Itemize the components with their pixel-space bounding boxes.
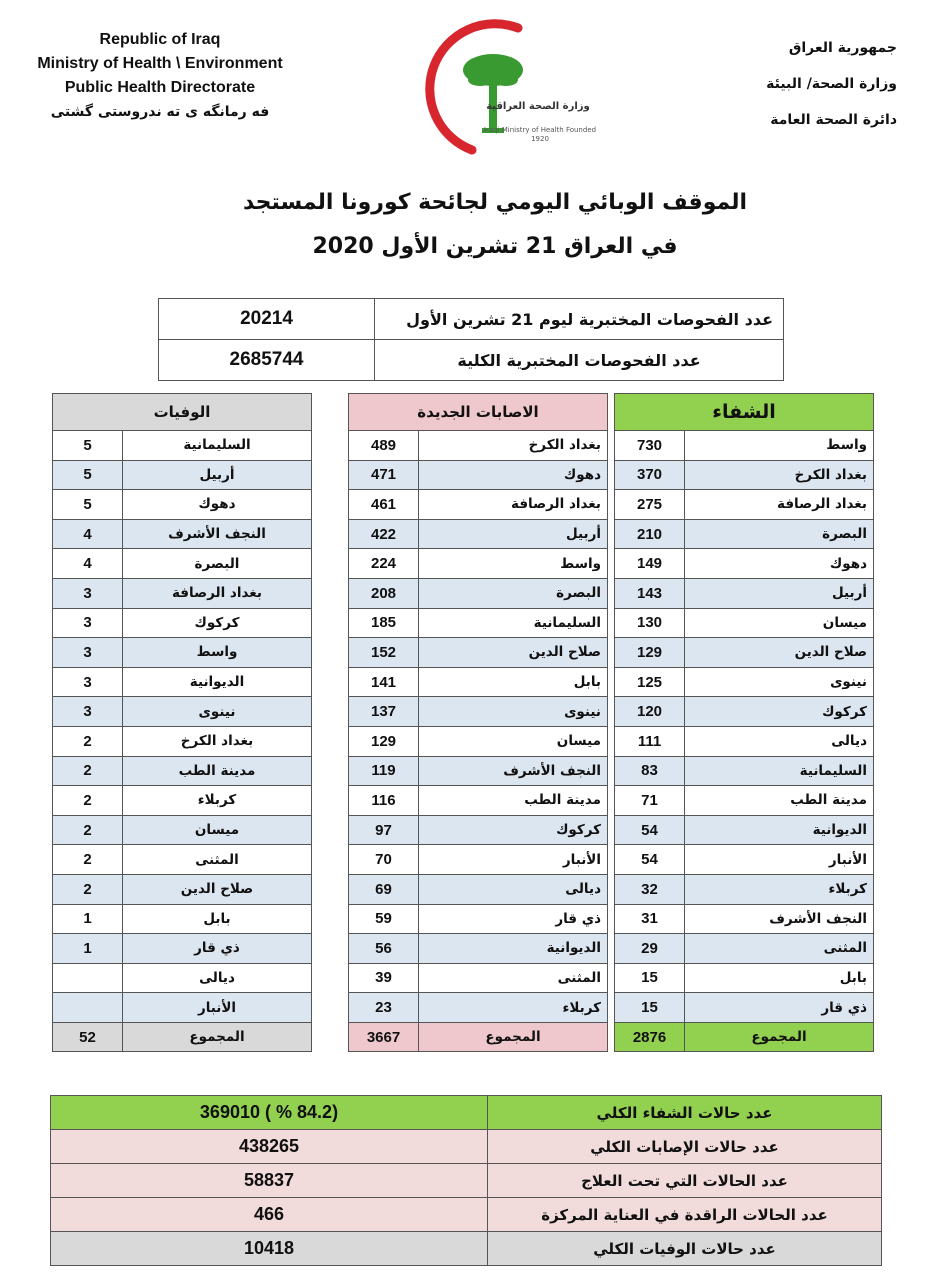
province-value: 15 [615, 993, 685, 1023]
recoveries-header: الشفاء [615, 394, 874, 431]
table-row [349, 726, 608, 756]
province-value: 3 [53, 697, 123, 727]
header-directorate-ku: فه رمانگه ى ته ندروستى گشتى [50, 104, 270, 120]
header-ministry-ar: وزارة الصحة/ البيئة [766, 76, 897, 92]
province-name: المثنى [123, 845, 312, 875]
province-name: السليمانية [419, 608, 608, 638]
province-name: ديالى [685, 726, 874, 756]
table-row [53, 874, 312, 904]
table-row [615, 845, 874, 875]
province-value: 5 [53, 460, 123, 490]
table-row [349, 549, 608, 579]
header-country-en: Republic of Iraq [99, 31, 221, 48]
tests-total-row [159, 340, 784, 381]
summary-value: 58837 [51, 1164, 488, 1198]
tests-table [158, 298, 784, 381]
province-value: 32 [615, 874, 685, 904]
province-name: البصرة [123, 549, 312, 579]
summary-row-icu [51, 1198, 882, 1232]
province-value: 489 [349, 431, 419, 461]
table-row [53, 963, 312, 993]
table-row [349, 993, 608, 1023]
province-name: ذي قار [419, 904, 608, 934]
table-row [53, 786, 312, 816]
province-value: 1 [53, 904, 123, 934]
province-value: 120 [615, 697, 685, 727]
province-value: 129 [349, 726, 419, 756]
province-name: ديالى [123, 963, 312, 993]
province-value: 2 [53, 786, 123, 816]
province-value: 3 [53, 667, 123, 697]
province-name: صلاح الدين [419, 638, 608, 668]
province-name: نينوى [123, 697, 312, 727]
table-row [615, 756, 874, 786]
province-value: 137 [349, 697, 419, 727]
tests-daily-row [159, 299, 784, 340]
province-value: 54 [615, 845, 685, 875]
province-name: المثنى [419, 963, 608, 993]
table-row [349, 578, 608, 608]
province-value [53, 963, 123, 993]
province-name: نينوى [685, 667, 874, 697]
province-name: ميسان [123, 815, 312, 845]
province-value: 2 [53, 815, 123, 845]
table-row [615, 431, 874, 461]
summary-label: عدد الحالات التي تحت العلاج [488, 1164, 882, 1198]
table-row [53, 460, 312, 490]
province-name: أربيل [685, 578, 874, 608]
table-row [349, 667, 608, 697]
province-value: 129 [615, 638, 685, 668]
table-row [53, 431, 312, 461]
total-value: 2876 [615, 1022, 685, 1052]
province-value: 730 [615, 431, 685, 461]
summary-label: عدد حالات الوفيات الكلي [488, 1232, 882, 1266]
table-row [53, 667, 312, 697]
table-row [615, 993, 874, 1023]
province-name: كربلاء [123, 786, 312, 816]
report-title: الموقف الوبائي اليومي لجائحة كورونا المستجد [242, 190, 748, 215]
province-name: النجف الأشرف [123, 519, 312, 549]
province-value: 208 [349, 578, 419, 608]
province-value: 39 [349, 963, 419, 993]
total-label: المجموع [123, 1022, 312, 1052]
table-row [53, 904, 312, 934]
table-row [349, 934, 608, 964]
header-country-ar: جمهورية العراق [788, 40, 897, 56]
total-value: 3667 [349, 1022, 419, 1052]
table-row [615, 638, 874, 668]
province-value: 29 [615, 934, 685, 964]
logo-title: وزارة الصحة العراقية [486, 101, 590, 112]
table-row [53, 490, 312, 520]
province-name: مدينة الطب [419, 786, 608, 816]
province-name: واسط [685, 431, 874, 461]
table-row [349, 874, 608, 904]
summary-row-under-treatment [51, 1164, 882, 1198]
province-value: 149 [615, 549, 685, 579]
table-row [615, 460, 874, 490]
province-value: 31 [615, 904, 685, 934]
table-row [349, 638, 608, 668]
table-row [349, 519, 608, 549]
province-value: 3 [53, 638, 123, 668]
province-name: بغداد الكرخ [123, 726, 312, 756]
header-directorate-ar: دائرة الصحة العامة [770, 112, 897, 128]
province-name: كربلاء [419, 993, 608, 1023]
table-row [53, 549, 312, 579]
province-name: بابل [123, 904, 312, 934]
province-name: بابل [685, 963, 874, 993]
province-value: 97 [349, 815, 419, 845]
province-name: مدينة الطب [685, 786, 874, 816]
table-row [53, 519, 312, 549]
table-row [615, 608, 874, 638]
summary-row-deaths [51, 1232, 882, 1266]
table-row [53, 845, 312, 875]
province-value: 471 [349, 460, 419, 490]
province-value: 71 [615, 786, 685, 816]
province-name: الديوانية [685, 815, 874, 845]
table-row [615, 815, 874, 845]
deaths-total-row [53, 1022, 312, 1052]
province-name: بغداد الكرخ [685, 460, 874, 490]
table-row [53, 993, 312, 1023]
total-value: 52 [53, 1022, 123, 1052]
province-name: الأنبار [123, 993, 312, 1023]
summary-label: عدد حالات الشفاء الكلي [488, 1096, 882, 1130]
table-row [53, 697, 312, 727]
table-row [615, 874, 874, 904]
tests-daily-label: عدد الفحوصات المختبرية ليوم 21 تشرين الأول [375, 299, 784, 340]
summary-label: عدد الحالات الراقدة في العناية المركزة [488, 1198, 882, 1232]
tests-total-label: عدد الفحوصات المختبرية الكلية [375, 340, 784, 381]
table-row [349, 460, 608, 490]
deaths-table [52, 393, 312, 1052]
table-row [615, 578, 874, 608]
summary-value: 466 [51, 1198, 488, 1232]
province-value: 422 [349, 519, 419, 549]
province-name: ذي قار [123, 934, 312, 964]
table-row [53, 815, 312, 845]
province-name: السليمانية [123, 431, 312, 461]
province-name: الأنبار [419, 845, 608, 875]
province-value: 185 [349, 608, 419, 638]
table-row [615, 519, 874, 549]
province-name: ديالى [419, 874, 608, 904]
province-value: 56 [349, 934, 419, 964]
province-name: كربلاء [685, 874, 874, 904]
province-value: 59 [349, 904, 419, 934]
table-row [349, 786, 608, 816]
province-name: السليمانية [685, 756, 874, 786]
province-value: 111 [615, 726, 685, 756]
table-row [615, 726, 874, 756]
table-row [615, 667, 874, 697]
recoveries-table [614, 393, 874, 1052]
province-value: 370 [615, 460, 685, 490]
table-row [349, 608, 608, 638]
province-name: صلاح الدين [123, 874, 312, 904]
new-cases-table [348, 393, 608, 1052]
province-value: 275 [615, 490, 685, 520]
province-name: كركوك [419, 815, 608, 845]
province-value: 70 [349, 845, 419, 875]
province-value: 5 [53, 490, 123, 520]
province-value: 1 [53, 934, 123, 964]
province-name: دهوك [123, 490, 312, 520]
province-value: 152 [349, 638, 419, 668]
summary-value: (84.2 % ) 369010 [51, 1096, 488, 1130]
province-name: ذي قار [685, 993, 874, 1023]
province-name: واسط [419, 549, 608, 579]
table-row [53, 726, 312, 756]
province-name: النجف الأشرف [419, 756, 608, 786]
province-value: 2 [53, 756, 123, 786]
province-value: 2 [53, 726, 123, 756]
province-value: 143 [615, 578, 685, 608]
province-name: بابل [419, 667, 608, 697]
province-value: 83 [615, 756, 685, 786]
table-row [349, 431, 608, 461]
table-row [615, 904, 874, 934]
province-name: النجف الأشرف [685, 904, 874, 934]
province-value: 4 [53, 549, 123, 579]
logo-subtitle: Iraqi Ministry of Health Founded 1920 [483, 126, 597, 143]
province-value: 141 [349, 667, 419, 697]
summary-label: عدد حالات الإصابات الكلي [488, 1130, 882, 1164]
province-name: واسط [123, 638, 312, 668]
province-value: 2 [53, 874, 123, 904]
province-name: الديوانية [123, 667, 312, 697]
table-row [53, 578, 312, 608]
province-name: ميسان [419, 726, 608, 756]
province-name: المثنى [685, 934, 874, 964]
province-value: 210 [615, 519, 685, 549]
header-ministry-en: Ministry of Health \ Environment [37, 55, 283, 72]
table-row [615, 490, 874, 520]
tests-daily-value: 20214 [159, 299, 375, 340]
table-row [349, 697, 608, 727]
table-row [349, 963, 608, 993]
table-row [615, 934, 874, 964]
table-row [53, 608, 312, 638]
table-row [615, 786, 874, 816]
table-row [615, 963, 874, 993]
province-name: كركوك [123, 608, 312, 638]
new-cases-header: الاصابات الجديدة [349, 394, 608, 431]
header-left-block [10, 28, 310, 124]
table-row [349, 756, 608, 786]
summary-value: 10418 [51, 1232, 488, 1266]
province-name: البصرة [685, 519, 874, 549]
table-row [615, 697, 874, 727]
table-row [349, 904, 608, 934]
province-name: أربيل [123, 460, 312, 490]
deaths-header: الوفيات [53, 394, 312, 431]
province-value: 23 [349, 993, 419, 1023]
province-name: أربيل [419, 519, 608, 549]
province-value: 119 [349, 756, 419, 786]
province-value: 54 [615, 815, 685, 845]
province-value: 4 [53, 519, 123, 549]
table-row [349, 815, 608, 845]
summary-value: 438265 [51, 1130, 488, 1164]
report-date: في العراق 21 تشرين الأول 2020 [312, 234, 678, 259]
new-cases-total-row [349, 1022, 608, 1052]
province-value: 224 [349, 549, 419, 579]
province-name: دهوك [419, 460, 608, 490]
province-value: 2 [53, 845, 123, 875]
province-name: كركوك [685, 697, 874, 727]
province-value: 69 [349, 874, 419, 904]
province-name: بغداد الرصافة [123, 578, 312, 608]
total-label: المجموع [419, 1022, 608, 1052]
province-name: بغداد الكرخ [419, 431, 608, 461]
recoveries-total-row [615, 1022, 874, 1052]
province-value [53, 993, 123, 1023]
province-name: مدينة الطب [123, 756, 312, 786]
province-value: 125 [615, 667, 685, 697]
table-row [349, 845, 608, 875]
summary-row-recovered [51, 1096, 882, 1130]
province-name: نينوى [419, 697, 608, 727]
province-value: 5 [53, 431, 123, 461]
summary-row-cases [51, 1130, 882, 1164]
table-row [615, 549, 874, 579]
province-name: البصرة [419, 578, 608, 608]
province-name: الأنبار [685, 845, 874, 875]
province-name: دهوك [685, 549, 874, 579]
province-value: 3 [53, 608, 123, 638]
tests-total-value: 2685744 [159, 340, 375, 381]
province-name: بغداد الرصافة [685, 490, 874, 520]
province-value: 3 [53, 578, 123, 608]
province-value: 461 [349, 490, 419, 520]
header-right-block [697, 30, 897, 138]
total-label: المجموع [685, 1022, 874, 1052]
province-name: الديوانية [419, 934, 608, 964]
header-directorate-en: Public Health Directorate [64, 79, 256, 96]
table-row [349, 490, 608, 520]
province-name: صلاح الدين [685, 638, 874, 668]
province-name: ميسان [685, 608, 874, 638]
province-value: 116 [349, 786, 419, 816]
province-value: 130 [615, 608, 685, 638]
province-name: بغداد الرصافة [419, 490, 608, 520]
table-row [53, 934, 312, 964]
table-row [53, 756, 312, 786]
summary-table [50, 1095, 882, 1266]
province-value: 15 [615, 963, 685, 993]
table-row [53, 638, 312, 668]
